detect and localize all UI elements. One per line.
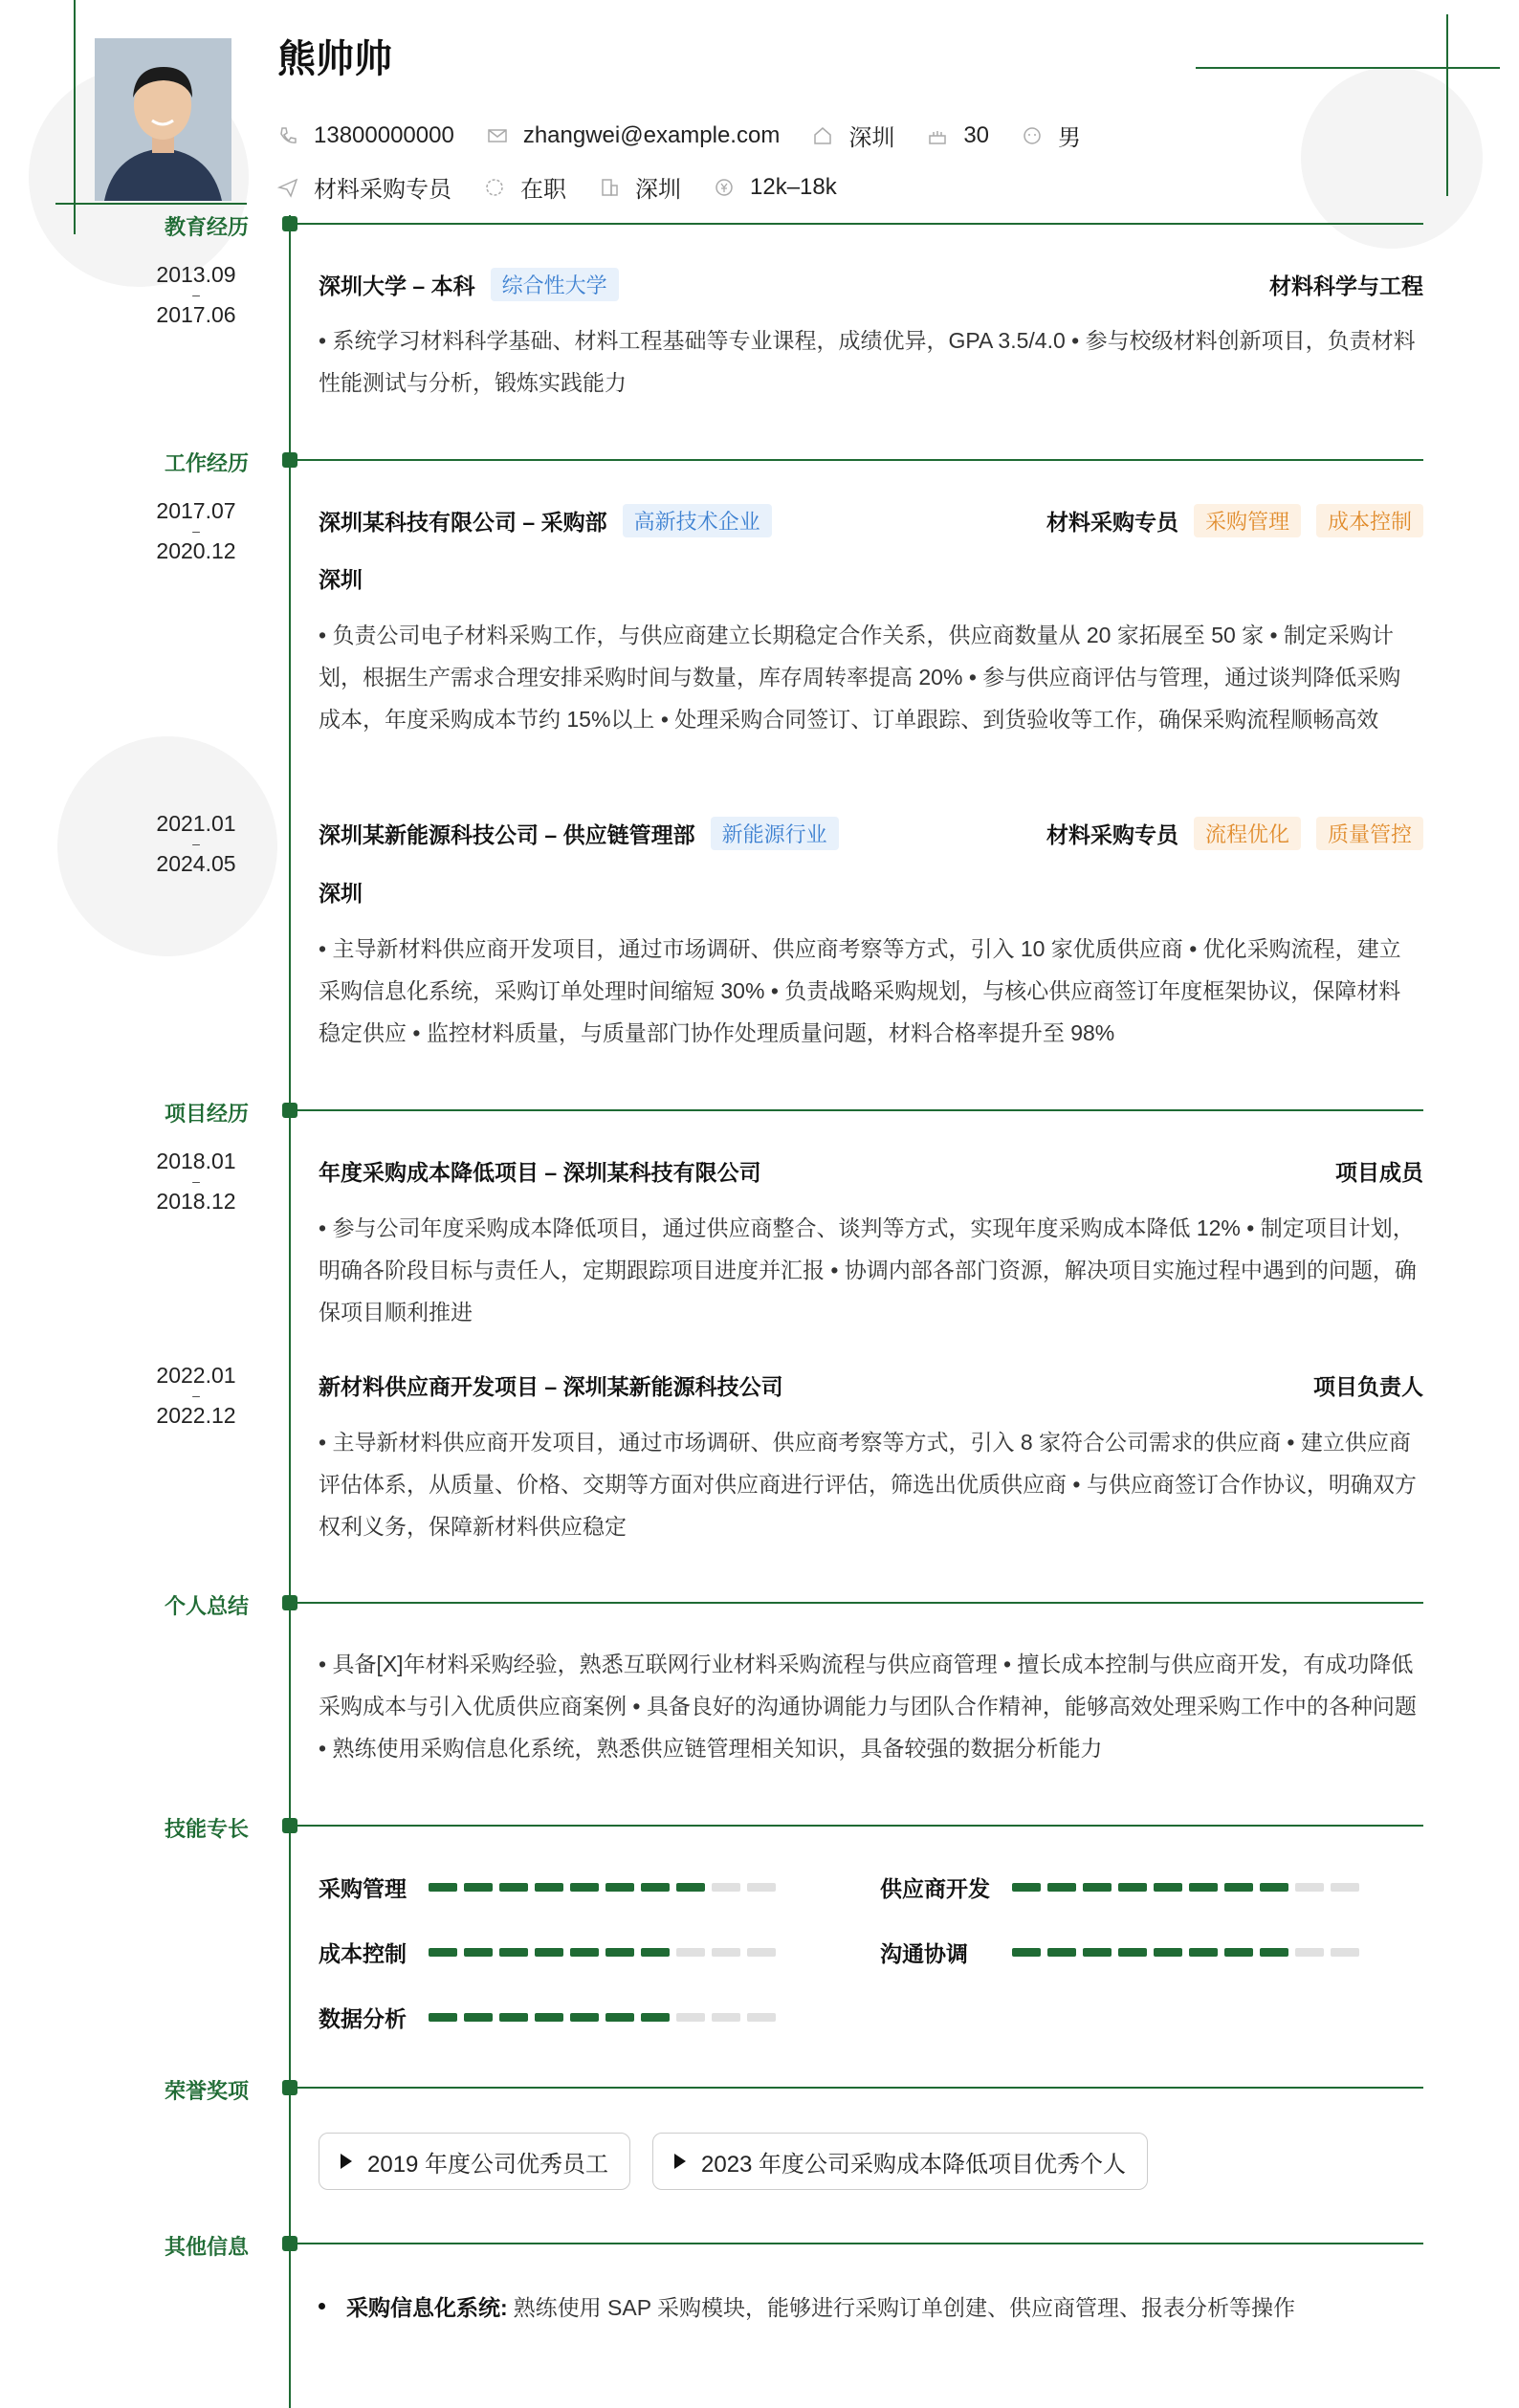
skill-level-segment	[605, 1883, 634, 1892]
skill-level-segment	[1189, 1883, 1218, 1892]
status-item	[484, 170, 566, 204]
candidate-name: 熊帅帅	[277, 38, 392, 80]
skill-row	[880, 1937, 1366, 1968]
school-name: 深圳大学 – 本科	[319, 274, 475, 298]
skill-name: 采购管理	[319, 1876, 407, 1901]
skill-level-segment	[499, 1948, 528, 1957]
summary-text: • 具备[X]年材料采购经验，熟悉互联网行业材料采购流程与供应商管理 • 擅长成本控制与供应商开发，有成功降低采购成本与引入优质供应商案例 • 具备良好的沟通协调能力与团队合作精神，能够高效处理采购工作中的各种问题 • 熟练使用采购信息化系统，熟悉供应链管理相关知识，具备较强的数据分析能力	[319, 1652, 1417, 1761]
skill-level-segment	[1154, 1883, 1182, 1892]
salary-item	[714, 174, 837, 201]
work-date-1: 2017.07 – 2020.12	[156, 498, 236, 563]
skill-level-segment	[1047, 1948, 1076, 1957]
timeline-dot	[282, 1818, 297, 1833]
company-name: 深圳某新能源科技公司 – 供应链管理部	[319, 822, 695, 847]
skill-tag: 质量管控	[1316, 817, 1423, 850]
skill-level-segment	[1331, 1883, 1359, 1892]
skill-level-segment	[1295, 1948, 1324, 1957]
work-city-item	[599, 170, 681, 204]
work-city: 深圳	[319, 881, 363, 906]
send-icon	[277, 177, 298, 198]
project-title: 新材料供应商开发项目 – 深圳某新能源科技公司	[319, 1374, 783, 1399]
other-info-item	[319, 2290, 1295, 2322]
skill-level-segment	[464, 1883, 493, 1892]
date-start: 2021.01	[156, 811, 236, 836]
project-date-1: 2018.01 – 2018.12	[156, 1149, 236, 1214]
date-end: 2020.12	[156, 538, 236, 563]
skill-level-segment	[1331, 1948, 1359, 1957]
status-text: 在职	[520, 177, 566, 203]
section-line	[297, 2087, 1423, 2089]
skill-level-segment	[1083, 1948, 1112, 1957]
status-icon	[484, 177, 505, 198]
frame-line-right-h	[1196, 67, 1500, 69]
section-title-work: 工作经历	[164, 451, 249, 475]
skill-level-segment	[1118, 1883, 1147, 1892]
position-text: 材料采购专员	[314, 177, 451, 203]
work-desc-1: • 负责公司电子材料采购工作，与供应商建立长期稳定合作关系，供应商数量从 20 家拓展至 50 家 • 制定采购计划，根据生产需求合理安排采购时间与数量，库存周转率提高 20% • 参与供应商评估与管理，通过谈判降低采购成本，年度采购成本节约 15%以上 • 处理采购合同签订、订单跟踪、到货验收等工作，确保采购流程顺畅高效	[319, 623, 1401, 732]
section-line	[297, 2243, 1423, 2244]
skill-level-segment	[676, 2013, 705, 2022]
money-icon	[714, 177, 735, 198]
honor-badge	[319, 2133, 630, 2190]
skill-level-segment	[535, 1948, 563, 1957]
phone-text: 13800000000	[314, 121, 454, 148]
skill-level-segment	[605, 2013, 634, 2022]
skill-level-segment	[1047, 1883, 1076, 1892]
phone-item	[277, 122, 454, 149]
project-head-1	[319, 1155, 1423, 1187]
building-icon	[599, 177, 620, 198]
timeline-dot	[282, 216, 297, 231]
bullet-icon	[319, 2303, 325, 2309]
skill-level-segment	[1012, 1883, 1041, 1892]
skill-level-bars	[429, 1883, 782, 1892]
timeline-dot	[282, 2080, 297, 2095]
skill-level-segment	[535, 1883, 563, 1892]
date-end: 2022.12	[156, 1403, 236, 1428]
position-item	[277, 170, 451, 204]
skill-level-segment	[712, 2013, 740, 2022]
work-city-text: 深圳	[635, 177, 681, 203]
work-head-1	[319, 504, 1423, 537]
other-text: 熟练使用 SAP 采购模块，能够进行采购订单创建、供应商管理、报表分析等操作	[513, 2295, 1296, 2320]
frame-line-left-v	[74, 0, 76, 234]
skill-level-segment	[429, 1948, 457, 1957]
project-desc-1: • 参与公司年度采购成本降低项目，通过供应商整合、谈判等方式，实现年度采购成本降低 12% • 制定项目计划，明确各阶段目标与责任人，定期跟踪项目进度并汇报 • 协调内部各部门资源，解决项目实施过程中遇到的问题，确保项目顺利推进	[319, 1215, 1417, 1324]
skill-row	[319, 1872, 782, 1903]
skill-row	[880, 1872, 1366, 1903]
skill-name: 成本控制	[319, 1941, 407, 1966]
job-role: 材料采购专员	[1046, 822, 1178, 847]
frame-line-right-v	[1446, 14, 1448, 196]
skill-level-segment	[429, 1883, 457, 1892]
honor-text: 2019 年度公司优秀员工	[367, 2151, 609, 2178]
edu-desc: • 系统学习材料科学基础、材料工程基础等专业课程，成绩优异，GPA 3.5/4.0 • 参与校级材料创新项目，负责材料性能测试与分析，锻炼实践能力	[319, 328, 1416, 395]
skill-level-segment	[535, 2013, 563, 2022]
honor-badge	[652, 2133, 1148, 2190]
skill-level-segment	[1118, 1948, 1147, 1957]
date-end: 2017.06	[156, 302, 236, 327]
location-text: 深圳	[848, 125, 895, 151]
email-item	[487, 122, 781, 149]
date-start: 2017.07	[156, 498, 236, 523]
skill-level-segment	[1012, 1948, 1041, 1957]
location-item	[812, 119, 894, 152]
skill-level-segment	[1083, 1883, 1112, 1892]
work-head-2	[319, 817, 1423, 850]
project-title: 年度采购成本降低项目 – 深圳某科技有限公司	[319, 1160, 761, 1185]
skill-level-bars	[429, 1948, 782, 1957]
salary-text: 12k–18k	[750, 173, 837, 200]
section-line	[297, 1109, 1423, 1111]
skill-level-segment	[712, 1948, 740, 1957]
skill-name: 沟通协调	[880, 1941, 968, 1966]
school-tag: 综合性大学	[491, 268, 619, 301]
skill-row	[319, 2002, 782, 2033]
mail-icon	[487, 125, 508, 146]
phone-icon	[277, 125, 298, 146]
skill-level-bars	[1012, 1948, 1366, 1957]
section-title-projects: 项目经历	[164, 1102, 249, 1126]
timeline-dot	[282, 452, 297, 468]
date-end: 2024.05	[156, 851, 236, 876]
project-role: 项目成员	[1335, 1160, 1423, 1185]
timeline-dot	[282, 2236, 297, 2251]
work-city: 深圳	[319, 567, 363, 592]
section-line	[297, 1825, 1423, 1827]
avatar	[95, 38, 231, 201]
work-desc-2: • 主导新材料供应商开发项目，通过市场调研、供应商考察等方式，引入 10 家优质供应商 • 优化采购流程，建立采购信息化系统，采购订单处理时间缩短 30% • 负责战略采购规划，与核心供应商签订年度框架协议，保障材料稳定供应 • 监控材料质量，与质量部门协作处理质量问题，材料合格率提升至 98%	[319, 936, 1401, 1045]
skill-level-segment	[570, 2013, 599, 2022]
skill-level-segment	[1224, 1948, 1253, 1957]
skill-tag: 采购管理	[1194, 504, 1301, 537]
play-icon	[674, 2154, 686, 2169]
timeline-dot	[282, 1595, 297, 1610]
age-text: 30	[963, 121, 990, 148]
date-start: 2022.01	[156, 1363, 236, 1388]
skill-tag: 流程优化	[1194, 817, 1301, 850]
section-title-other: 其他信息	[164, 2235, 249, 2259]
skill-level-segment	[747, 1948, 776, 1957]
project-role: 项目负责人	[1313, 1374, 1423, 1399]
skill-level-segment	[605, 1948, 634, 1957]
skill-level-segment	[499, 1883, 528, 1892]
frame-line-left-h	[55, 203, 247, 205]
play-icon	[341, 2154, 352, 2169]
skill-level-segment	[712, 1883, 740, 1892]
home-icon	[812, 125, 833, 146]
contact-row-2	[277, 170, 870, 204]
skill-level-segment	[570, 1883, 599, 1892]
section-line	[297, 459, 1423, 461]
skill-level-segment	[429, 2013, 457, 2022]
section-title-education: 教育经历	[164, 215, 249, 239]
section-title-skills: 技能专长	[164, 1817, 249, 1841]
gender-icon	[1022, 125, 1043, 146]
skill-level-segment	[747, 2013, 776, 2022]
cake-icon	[927, 125, 948, 146]
skill-row	[319, 1937, 782, 1968]
project-head-2	[319, 1369, 1423, 1401]
skill-level-bars	[429, 2013, 782, 2022]
gender-item	[1022, 119, 1081, 152]
skill-level-segment	[464, 1948, 493, 1957]
work-date-2: 2021.01 – 2024.05	[156, 811, 236, 876]
section-title-summary: 个人总结	[164, 1594, 249, 1618]
date-end: 2018.12	[156, 1189, 236, 1214]
skill-name: 数据分析	[319, 2006, 407, 2031]
skill-level-segment	[676, 1948, 705, 1957]
age-item	[927, 122, 989, 149]
skill-level-segment	[1154, 1948, 1182, 1957]
skill-level-segment	[747, 1883, 776, 1892]
section-line	[297, 1602, 1423, 1604]
gender-text: 男	[1058, 125, 1082, 151]
job-role: 材料采购专员	[1046, 510, 1178, 535]
decor-circle-right	[1301, 67, 1483, 249]
timeline-dot	[282, 1103, 297, 1118]
skill-level-segment	[1260, 1948, 1288, 1957]
skill-level-segment	[464, 2013, 493, 2022]
skill-level-segment	[499, 2013, 528, 2022]
date-start: 2013.09	[156, 262, 236, 287]
skill-level-segment	[1224, 1883, 1253, 1892]
contact-row-1	[277, 119, 1113, 152]
skill-level-segment	[641, 1948, 670, 1957]
other-label: 采购信息化系统:	[346, 2295, 508, 2320]
major: 材料科学与工程	[1269, 274, 1423, 298]
edu-date: 2013.09 – 2017.06	[156, 262, 236, 327]
skill-level-segment	[676, 1883, 705, 1892]
skill-level-segment	[641, 2013, 670, 2022]
honor-text: 2023 年度公司采购成本降低项目优秀个人	[701, 2151, 1127, 2178]
company-name: 深圳某科技有限公司 – 采购部	[319, 510, 607, 535]
skill-name: 供应商开发	[880, 1876, 990, 1901]
project-desc-2: • 主导新材料供应商开发项目，通过市场调研、供应商考察等方式，引入 8 家符合公司需求的供应商 • 建立供应商评估体系，从质量、价格、交期等方面对供应商进行评估，筛选出优质供应商 • 与供应商签订合作协议，明确双方权利义务，保障新材料供应稳定	[319, 1430, 1417, 1539]
project-date-2: 2022.01 – 2022.12	[156, 1363, 236, 1428]
skill-level-segment	[1189, 1948, 1218, 1957]
edu-head	[319, 268, 1423, 301]
date-start: 2018.01	[156, 1149, 236, 1173]
email-text: zhangwei@example.com	[522, 121, 781, 148]
company-tag: 高新技术企业	[623, 504, 772, 537]
skill-level-segment	[641, 1883, 670, 1892]
company-tag: 新能源行业	[711, 817, 839, 850]
section-line	[297, 223, 1423, 225]
skill-level-segment	[1295, 1883, 1324, 1892]
skill-level-segment	[1260, 1883, 1288, 1892]
skill-level-bars	[1012, 1883, 1366, 1892]
skill-level-segment	[570, 1948, 599, 1957]
section-title-honors: 荣誉奖项	[164, 2079, 249, 2103]
skill-tag: 成本控制	[1316, 504, 1423, 537]
